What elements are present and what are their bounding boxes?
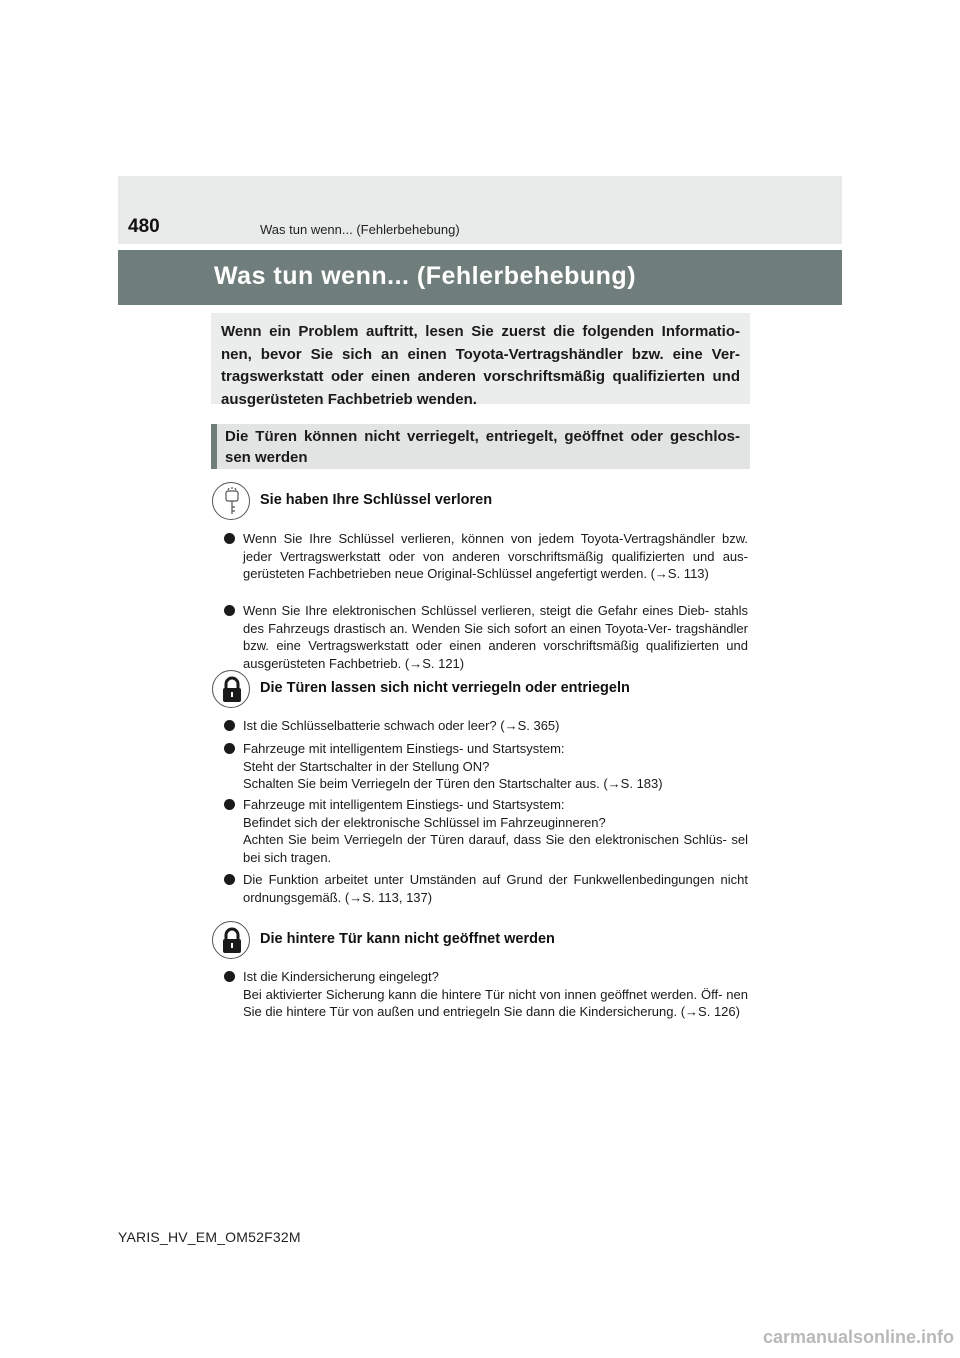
bullet-text: Bei aktivierter Sicherung kann die hintere Tür nicht von innen geöffnet werden. Öff- nen Sie die hintere Tür von außen und entriegeln Sie dann die Kindersicherung. (→S. 126) <box>243 986 748 1019</box>
bullet-text: Steht der Startschalter in der Stellung ON? <box>243 758 490 774</box>
list-item <box>224 871 748 906</box>
bullet-dot <box>224 743 235 754</box>
bullet-dot <box>224 533 235 544</box>
bullet-text: Ist die Schlüsselbatterie schwach oder leer? (→S. 365) <box>243 718 560 733</box>
header-band <box>118 176 842 244</box>
bullet-text: Die Funktion arbeitet unter Umständen auf Grund der Funkwellenbedingungen nicht ordnungsgemäß. (→S. 113, 137) <box>243 872 748 905</box>
bullet-text: Wenn Sie Ihre Schlüssel verlieren, können von jedem Toyota-Vertragshändler bzw. jeder Vertragswerkstatt oder von anderen vorschriftsmäßig qualifizierten und aus- gerüsteten Fachbetrieben neue Original-Schlüssel angefertigt werden. (→S. 113) <box>243 531 748 581</box>
document-code: YARIS_HV_EM_OM52F32M <box>118 1229 301 1245</box>
subsection-heading: Sie haben Ihre Schlüssel verloren <box>260 492 493 508</box>
subsection-heading: Die hintere Tür kann nicht geöffnet werden <box>260 931 555 947</box>
subsection-heading: Die Türen lassen sich nicht verriegeln oder entriegeln <box>260 680 630 696</box>
title-bar <box>118 250 842 305</box>
padlock-icon <box>212 670 250 708</box>
page-number: 480 <box>128 216 160 237</box>
running-title: Was tun wenn... (Fehlerbehebung) <box>260 222 460 237</box>
list-item <box>224 968 748 1021</box>
intro-box: Wenn ein Problem auftritt, lesen Sie zuerst die folgenden Informatio- nen, bevor Sie sich an einen Toyota-Vertragshändler bzw. eine Ver- tragswerkstatt oder einen anderen vorschriftsmäßig qualifizierten und ausgerüsteten Fachbetrieb wenden. <box>211 313 750 404</box>
list-item <box>224 740 748 793</box>
list-item <box>224 530 748 583</box>
list-item <box>224 796 748 866</box>
padlock-icon <box>212 921 250 959</box>
bullet-dot <box>224 799 235 810</box>
bullet-text: Fahrzeuge mit intelligentem Einstiegs- und Startsystem: <box>243 797 565 812</box>
list-item <box>224 602 748 672</box>
bullet-text: Schalten Sie beim Verriegeln der Türen den Startschalter aus. (→S. 183) <box>243 776 663 791</box>
bullet-dot <box>224 605 235 616</box>
bullet-text: Achten Sie beim Verriegeln der Türen darauf, dass Sie den elektronischen Schlüs- sel bei sich tragen. <box>243 832 748 865</box>
page-title: Was tun wenn... (Fehlerbehebung) <box>214 262 637 290</box>
bullet-text: Fahrzeuge mit intelligentem Einstiegs- und Startsystem: <box>243 741 565 756</box>
bullet-text: Befindet sich der elektronische Schlüssel im Fahrzeuginneren? <box>243 814 606 830</box>
bullet-text: Ist die Kindersicherung eingelegt? <box>243 969 439 984</box>
list-item <box>224 717 748 735</box>
bullet-text: Wenn Sie Ihre elektronischen Schlüssel verlieren, steigt die Gefahr eines Dieb- stahls des Fahrzeugs drastisch an. Wenden Sie sich sofort an einen Toyota-Ver- tragshändler bzw. eine Vertragswerkstatt oder einen anderen vorschriftsmäßig qualifizierten und ausgerüsteten Fachbetrieb. (→S. 121) <box>243 603 748 671</box>
watermark: carmanualsonline.info <box>762 1327 954 1347</box>
bullet-dot <box>224 874 235 885</box>
bullet-dot <box>224 720 235 731</box>
section-heading: Die Türen können nicht verriegelt, entriegelt, geöffnet oder geschlos- sen werden <box>211 424 750 469</box>
key-icon <box>212 482 250 520</box>
bullet-dot <box>224 971 235 982</box>
